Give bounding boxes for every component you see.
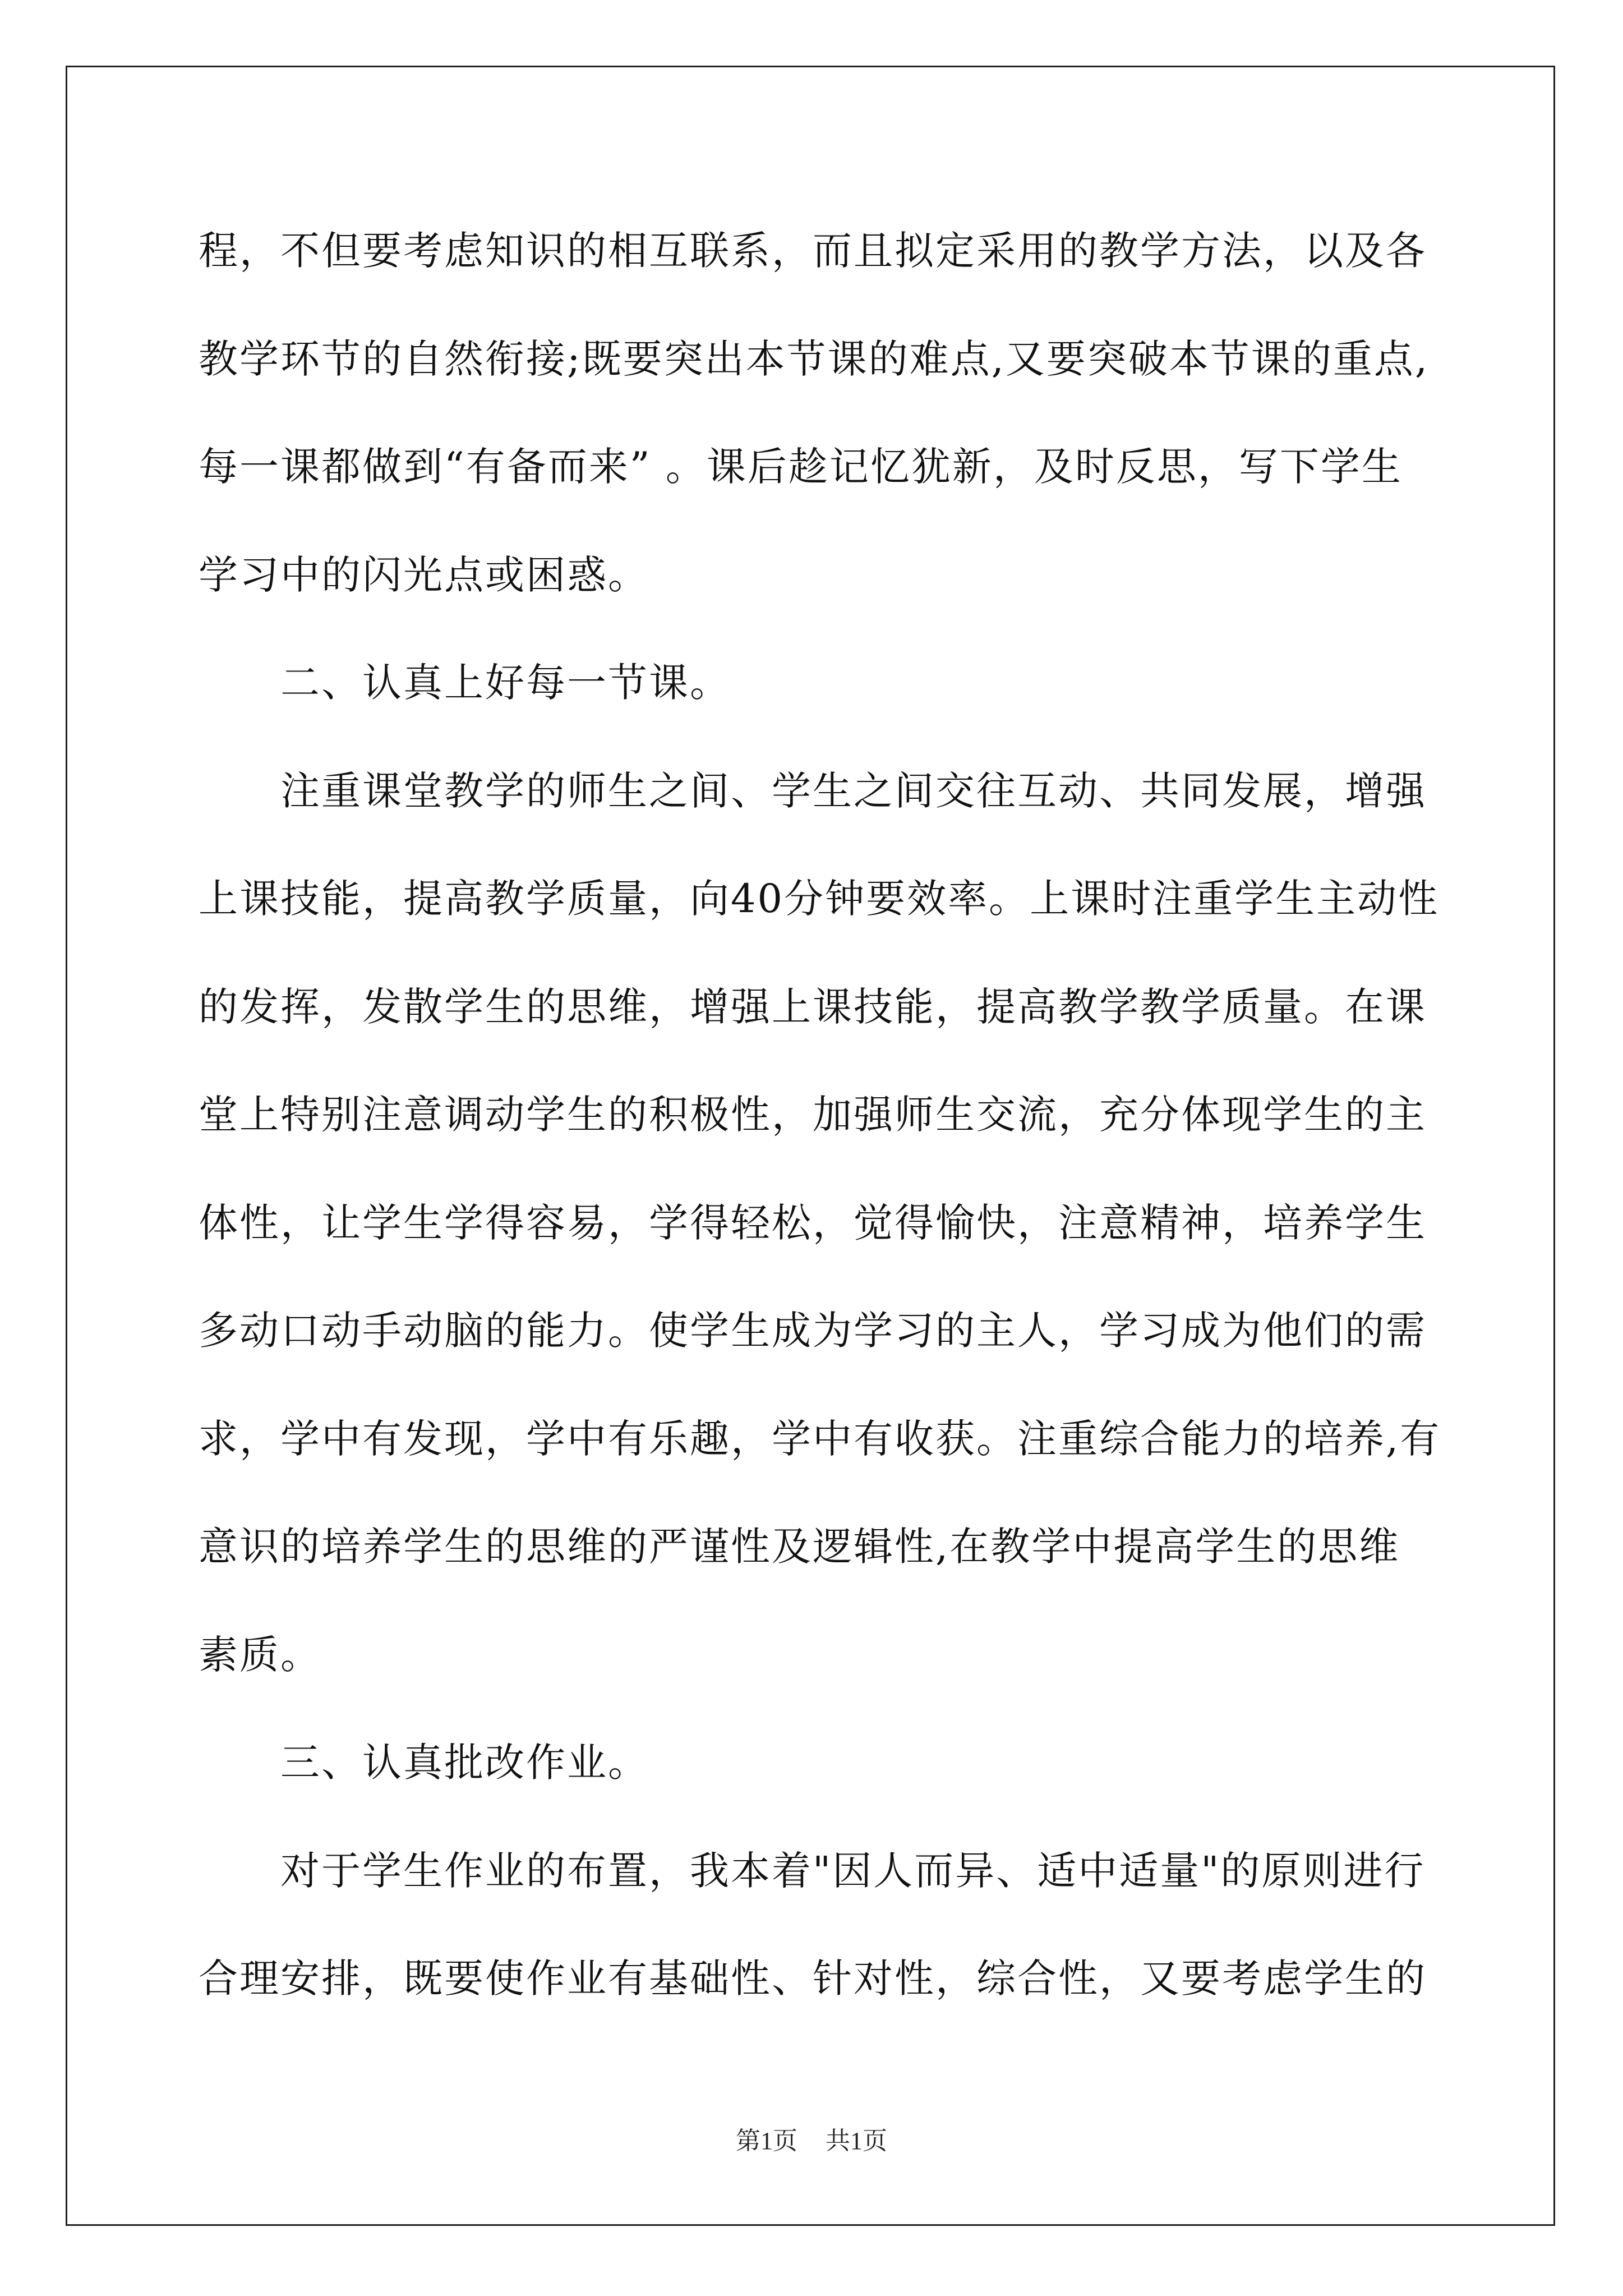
body-line: 程，不但要考虑知识的相互联系，而且拟定采用的教学方法，以及各 xyxy=(199,228,1427,274)
page-number: 第1页 xyxy=(736,2127,797,2155)
body-line: 注重课堂教学的师生之间、学生之间交往互动、共同发展，增强 xyxy=(280,768,1427,814)
body-line: 意识的培养学生的思维的严谨性及逻辑性,在教学中提高学生的思维 xyxy=(199,1524,1400,1570)
body-line: 多动口动手动脑的能力。使学生成为学习的主人，学习成为他们的需 xyxy=(199,1308,1427,1354)
body-line: 体性，让学生学得容易，学得轻松，觉得愉快，注意精神，培养学生 xyxy=(199,1200,1427,1246)
body-line: 合理安排，既要使作业有基础性、针对性，综合性，又要考虑学生的 xyxy=(199,1955,1427,2001)
page-footer xyxy=(0,2120,1623,2156)
section-heading: 二、认真上好每一节课。 xyxy=(280,660,731,706)
page-border xyxy=(66,66,1555,2226)
body-line: 学习中的闪光点或困惑。 xyxy=(199,552,649,598)
body-line: 对于学生作业的布置，我本着"因人而异、适中适量"的原则进行 xyxy=(280,1848,1426,1894)
body-line: 每一课都做到“有备而来” 。课后趁记忆犹新，及时反思，写下学生 xyxy=(199,444,1403,490)
body-line: 上课技能，提高教学质量，向40分钟要效率。上课时注重学生主动性 xyxy=(199,876,1440,922)
body-line: 素质。 xyxy=(199,1632,321,1678)
page-total: 共1页 xyxy=(826,2127,887,2155)
body-line: 教学环节的自然衔接;既要突出本节课的难点,又要突破本节课的重点, xyxy=(199,336,1430,382)
body-line: 堂上特别注意调动学生的积极性，加强师生交流，充分体现学生的主 xyxy=(199,1092,1427,1138)
section-heading: 三、认真批改作业。 xyxy=(280,1740,649,1786)
body-line: 求，学中有发现，学中有乐趣，学中有收获。注重综合能力的培养,有 xyxy=(199,1416,1441,1462)
body-line: 的发挥，发散学生的思维，增强上课技能，提高教学教学质量。在课 xyxy=(199,984,1427,1030)
